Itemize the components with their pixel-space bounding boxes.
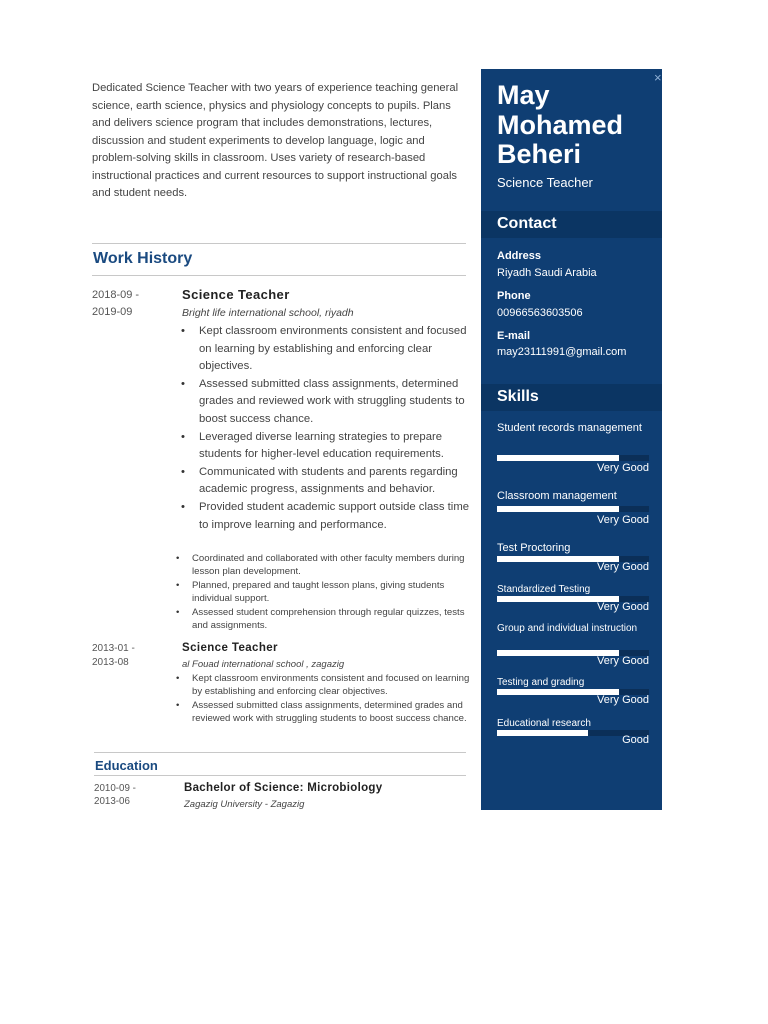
job-dates: 2018-09 - 2019-09 bbox=[92, 289, 140, 318]
skill-level: Good bbox=[622, 734, 649, 746]
skill-level: Very Good bbox=[597, 655, 649, 667]
education-dates: 2010-09 - 2013-06 bbox=[94, 783, 136, 807]
list-item: • Kept classroom environments consistent and focused on learning by establishing and enforcing clear objectives. bbox=[181, 323, 471, 376]
skill-level: Very Good bbox=[597, 694, 649, 706]
list-item: • Kept classroom environments consistent and focused on learning by establishing and enforcing clear objectives. bbox=[172, 672, 470, 699]
candidate-name: May Mohamed Beheri bbox=[497, 80, 624, 169]
skill-name: Student records management bbox=[497, 422, 642, 434]
skill-name: Test Proctoring bbox=[497, 542, 571, 554]
sidebar bbox=[481, 69, 662, 810]
skill-name: Testing and grading bbox=[497, 677, 585, 688]
skill-bar-fill bbox=[497, 455, 619, 461]
skill-name: Group and individual instruction bbox=[497, 623, 638, 634]
skill-item bbox=[497, 421, 649, 474]
professional-summary: Dedicated Science Teacher with two years of experience teaching general science, earth science, physics and physiology concepts to pupils. Plans and delivers science program that includes demonstrations, lectures, discussion and student experiments to develop language, logic and problem-solving skills in classroom. Uses variety of research-based instructional practices and current resources to support instructional goals and student needs. bbox=[92, 82, 459, 199]
education-school: Zagazig University - Zagazig bbox=[184, 799, 305, 810]
contact-heading: Contact bbox=[497, 215, 557, 232]
job-title: Science Teacher bbox=[182, 642, 278, 654]
close-icon[interactable]: × bbox=[654, 70, 662, 85]
skill-item bbox=[497, 716, 649, 746]
list-item: • Leveraged diverse learning strategies to prepare students for higher-level education requirements. bbox=[181, 429, 471, 464]
list-item: • Coordinated and collaborated with other faculty members during lesson plan development. bbox=[172, 552, 470, 579]
divider bbox=[94, 775, 466, 776]
education-degree: Bachelor of Science: Microbiology bbox=[184, 782, 383, 794]
skill-bar-fill bbox=[497, 506, 619, 512]
skill-item bbox=[497, 582, 649, 613]
email-label: E-mail bbox=[497, 330, 531, 342]
skill-level: Very Good bbox=[597, 462, 649, 474]
address-value: Riyadh Saudi Arabia bbox=[497, 267, 597, 279]
address-label: Address bbox=[497, 250, 542, 262]
skills-heading-band bbox=[481, 384, 662, 411]
list-item: • Assessed submitted class assignments, determined grades and reviewed work with struggling students to boost success chance. bbox=[181, 376, 471, 429]
skill-item bbox=[497, 489, 649, 526]
education-heading: Education bbox=[95, 758, 158, 773]
phone-value: 00966563603506 bbox=[497, 307, 583, 319]
divider bbox=[92, 243, 466, 244]
skill-item bbox=[497, 622, 649, 667]
job-company: al Fouad international school , zagazig bbox=[182, 659, 345, 670]
skill-name: Educational research bbox=[497, 718, 591, 729]
job-bullets-small bbox=[172, 552, 470, 632]
work-history-heading: Work History bbox=[93, 250, 193, 267]
job-bullets bbox=[181, 323, 471, 534]
list-item: • Communicated with students and parents regarding academic progress, assignments and behavior. bbox=[181, 464, 471, 499]
skill-level: Very Good bbox=[597, 601, 649, 613]
divider bbox=[92, 275, 466, 276]
skill-item bbox=[497, 675, 649, 706]
list-item: • Planned, prepared and taught lesson plans, giving students individual support. bbox=[172, 579, 470, 606]
skills-heading: Skills bbox=[497, 388, 539, 405]
job-dates: 2013-01 - 2013-08 bbox=[92, 643, 135, 668]
job-title: Science Teacher bbox=[182, 287, 290, 302]
job-bullets-small bbox=[172, 672, 470, 726]
candidate-job-title: Science Teacher bbox=[497, 175, 593, 190]
skill-item bbox=[497, 541, 649, 573]
list-item: • Provided student academic support outside class time to improve learning and performance. bbox=[181, 499, 471, 534]
skill-bar bbox=[497, 506, 649, 512]
email-value: may23111991@gmail.com bbox=[497, 346, 627, 358]
skill-name: Standardized Testing bbox=[497, 584, 591, 595]
skill-bar-fill bbox=[497, 730, 588, 736]
skill-bar bbox=[497, 455, 649, 461]
list-item: • Assessed submitted class assignments, determined grades and reviewed work with struggling students to boost success chance. bbox=[172, 699, 470, 726]
phone-label: Phone bbox=[497, 290, 531, 302]
skill-name: Classroom management bbox=[497, 490, 617, 502]
divider bbox=[94, 752, 466, 753]
contact-heading-band bbox=[481, 211, 662, 238]
job-company: Bright life international school, riyadh bbox=[182, 307, 354, 319]
skill-level: Very Good bbox=[597, 561, 649, 573]
skill-level: Very Good bbox=[597, 514, 649, 526]
list-item: • Assessed student comprehension through regular quizzes, tests and assignments. bbox=[172, 606, 470, 633]
